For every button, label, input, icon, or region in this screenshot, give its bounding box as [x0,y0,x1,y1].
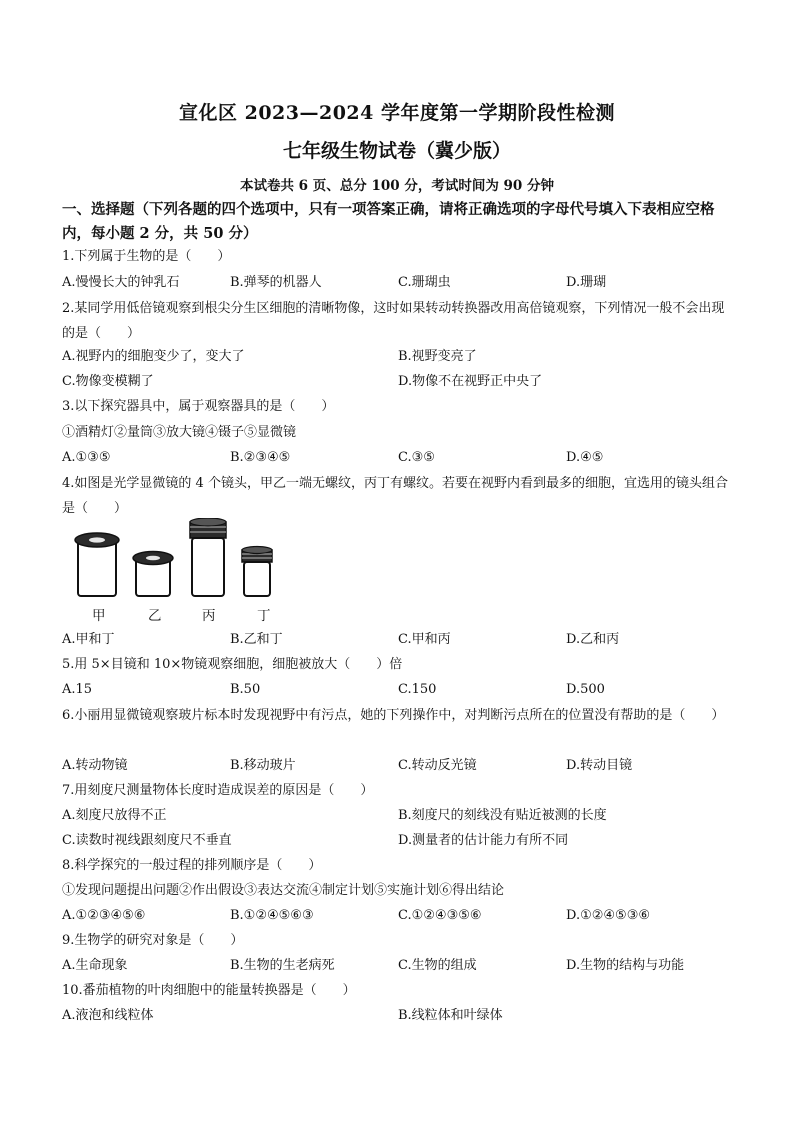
lens-ding [242,547,272,597]
question-9-option-d: D.生物的结构与功能 [566,958,685,973]
question-1-option-d: D.珊瑚 [566,275,607,290]
question-4-option-d: D.乙和丙 [566,632,620,647]
question-9-option-c: C.生物的组成 [398,958,477,973]
question-3-option-a: A.①③⑤ [62,450,111,465]
lens-bing [190,518,226,596]
question-3-option-b: B.②③④⑤ [230,450,291,465]
question-8-option-c: C.①②④③⑤⑥ [398,908,482,923]
question-8-option-b: B.①②④⑤⑥③ [230,908,314,923]
question-2-stem: 2.某同学用低倍镜观察到根尖分生区细胞的清晰物像，这时如果转动转换器改用高倍镜观察，下列情况一般不会出现的是（ ） [62,301,725,341]
question-7-stem: 7.用刻度尺测量物体长度时造成误差的原因是（ ） [62,783,374,798]
question-3-option-d: D.④⑤ [566,450,604,465]
lens-label-jia: 甲 [92,608,106,624]
question-8-items: ①发现问题提出问题②作出假设③表达交流④制定计划⑤实施计划⑥得出结论 [62,883,505,898]
lens-label-ding: 丁 [257,608,271,624]
question-1-option-a: A.慢慢长大的钟乳石 [62,275,180,290]
question-6-option-b: B.移动玻片 [230,758,296,773]
question-7-option-d: D.测量者的估计能力有所不同 [398,833,569,848]
question-2-option-a: A.视野内的细胞变少了，变大了 [62,349,245,364]
question-1-option-c: C.珊瑚虫 [398,275,451,290]
lens-label-yi: 乙 [148,608,162,624]
question-5-option-d: D.500 [566,682,605,697]
question-5-option-a: A.15 [62,682,93,697]
question-9-option-a: A.生命现象 [62,958,128,973]
question-10-stem: 10.番茄植物的叶肉细胞中的能量转换器是（ ） [62,983,356,998]
lens-yi [133,552,173,597]
question-6-stem: 6.小丽用显微镜观察玻片标本时发现视野中有污点，她的下列操作中，对判断污点所在的位置没有帮助的是（ ） [62,708,725,723]
question-4-option-c: C.甲和丙 [398,632,451,647]
exam-title: 宣化区 2023—2024 学年度第一学期阶段性检测 [179,102,615,124]
question-6-option-c: C.转动反光镜 [398,758,477,773]
question-3-stem: 3.以下探究器具中，属于观察器具的是（ ） [62,399,335,414]
question-1-stem: 1.下列属于生物的是（ ） [62,249,231,264]
question-10-option-b: B.线粒体和叶绿体 [398,1008,503,1023]
question-8-stem: 8.科学探究的一般过程的排列顺序是（ ） [62,858,322,873]
question-5-stem: 5.用 5×目镜和 10×物镜观察细胞，细胞被放大（ ）倍 [62,657,403,672]
question-4-option-a: A.甲和丁 [62,632,115,647]
question-7-option-a: A.刻度尺放得不正 [62,808,167,823]
question-4-option-b: B.乙和丁 [230,632,283,647]
question-3-option-c: C.③⑤ [398,450,435,465]
question-8-option-a: A.①②③④⑤⑥ [62,908,146,923]
question-4-stem: 4.如图是光学显微镜的 4 个镜头，甲乙一端无螺纹，丙丁有螺纹。若要在视野内看到最多的细胞，宜选用的镜头组合是（ ） [62,476,728,516]
question-2-option-c: C.物像变模糊了 [62,374,154,389]
lens-label-bing: 丙 [202,608,216,624]
question-6-option-d: D.转动目镜 [566,758,633,773]
question-1-option-b: B.弹琴的机器人 [230,275,322,290]
question-8-option-d: D.①②④⑤③⑥ [566,908,651,923]
question-2-option-b: B.视野变亮了 [398,349,477,364]
question-5-option-b: B.50 [230,682,261,697]
section-heading: 一、选择题（下列各题的四个选项中，只有一项答案正确，请将正确选项的字母代号填入下表相应空格内，每小题 2 分，共 50 分） [62,201,715,242]
question-10-option-a: A.液泡和线粒体 [62,1008,154,1023]
question-9-stem: 9.生物学的研究对象是（ ） [62,933,244,948]
question-7-option-b: B.刻度尺的刻线没有贴近被测的长度 [398,808,607,823]
question-9-option-b: B.生物的生老病死 [230,958,335,973]
question-7-option-c: C.读数时视线跟刻度尺不垂直 [62,833,232,848]
exam-subtitle: 七年级生物试卷（冀少版） [282,140,511,162]
lens-jia [75,533,119,596]
question-2-option-d: D.物像不在视野正中央了 [398,374,543,389]
question-5-option-c: C.150 [398,682,437,697]
exam-info: 本试卷共 6 页、总分 100 分，考试时间为 90 分钟 [239,178,555,194]
question-6-option-a: A.转动物镜 [62,758,128,773]
question-3-items: ①酒精灯②量筒③放大镜④镊子⑤显微镜 [62,425,297,440]
